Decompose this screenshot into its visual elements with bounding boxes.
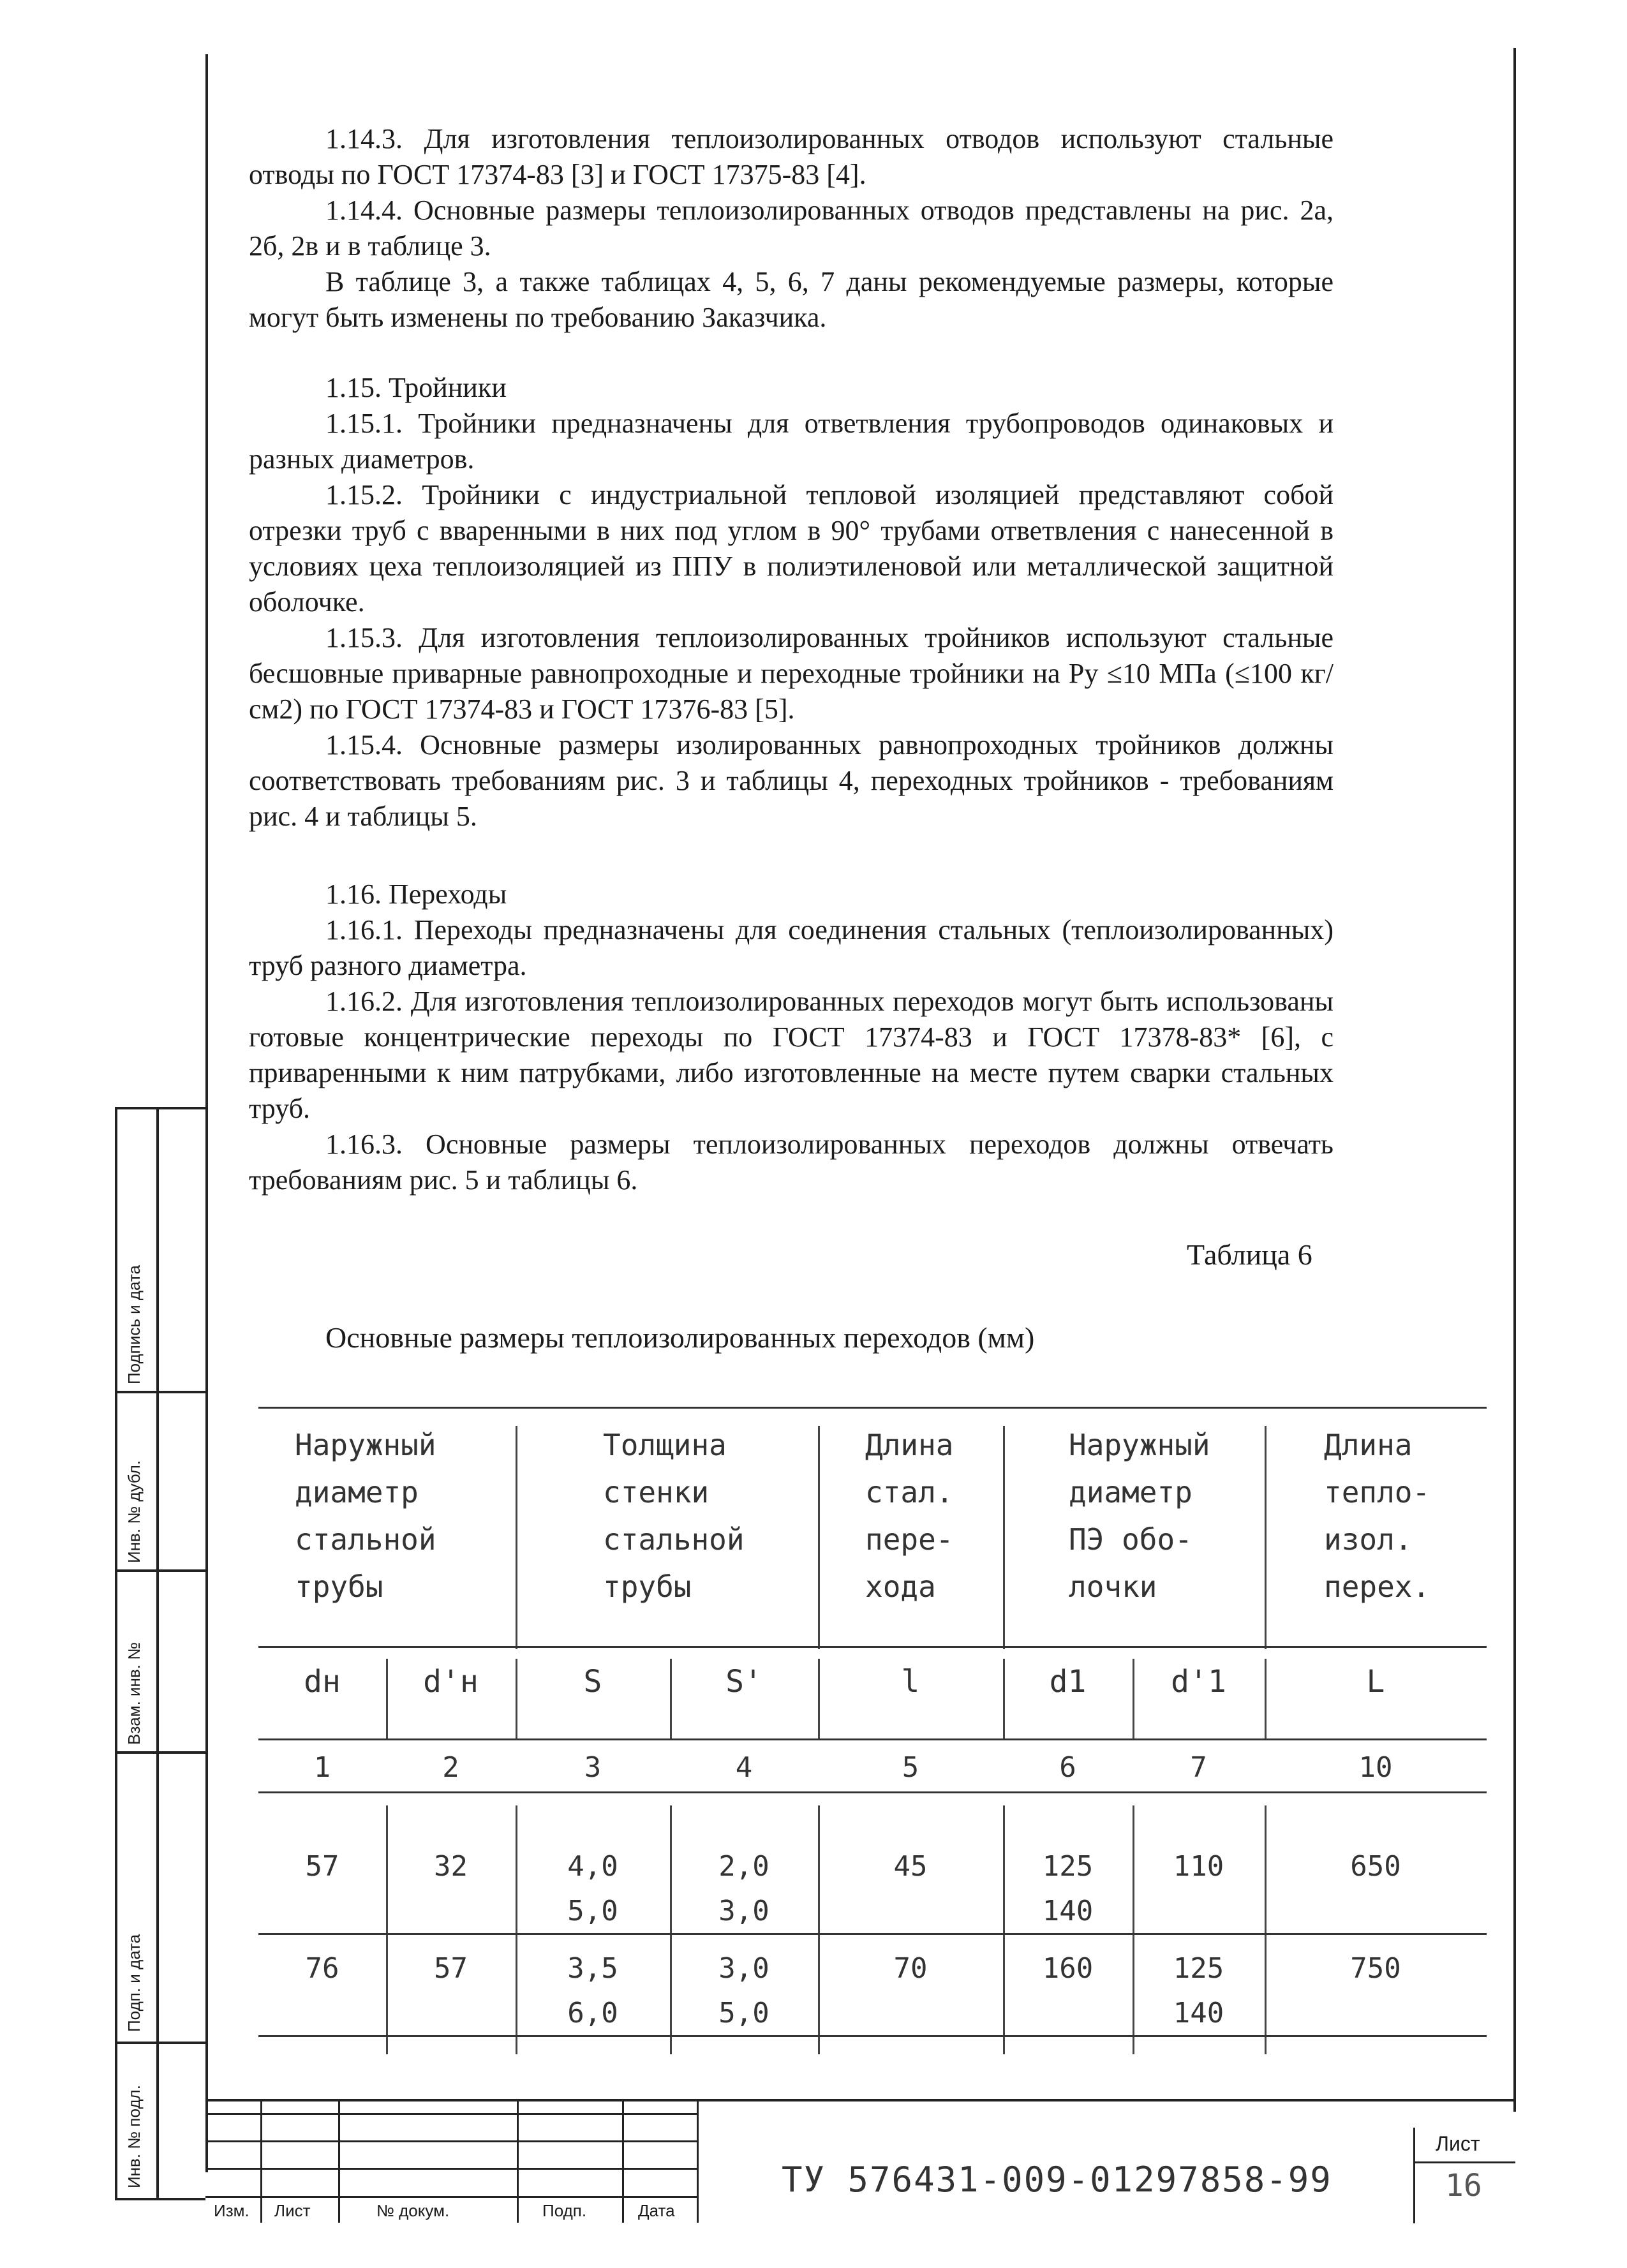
paragraph-1-16-3: 1.16.3. Основные размеры теплоизолированных переходов должны отвечать требованиям рис. 5 и таблицы 6. [249,1129,1334,1196]
paragraph-1-15-1: 1.15.1. Тройники предназначены для ответвления трубопроводов одинаковых и разных диаметров. [249,408,1334,475]
column-divider [1265,1805,1267,2054]
frame-right-line [1513,48,1516,2112]
paragraph-table-note: В таблице 3, а также таблицах 4, 5, 6, 7 даны рекомендуемые размеры, которые могут быть изменены по требованию Заказчика. [249,266,1334,333]
column-number: 3 [584,1751,602,1784]
cell-dn-prime: 32 [434,1850,468,1883]
cell-L: 650 [1350,1850,1401,1883]
stamp-label: Инв. № подл. [124,2085,144,2188]
table-title: Основные размеры теплоизолированных переходов (мм) [325,1321,1035,1354]
stamp-line [115,2042,205,2044]
column-divider [386,1805,388,2054]
stamp-line [115,1751,205,1754]
sheet-number: 16 [1445,2168,1482,2204]
sheet-box-border [1413,2161,1515,2163]
section-heading-1-16: 1.16. Переходы [325,878,507,910]
caption-signature: Подп. [542,2201,587,2220]
column-number-rule [258,1791,1487,1793]
stamp-label: Взам. инв. № [124,1642,144,1745]
header-wall-thickness: Толщина стенки стальной трубы [603,1428,745,1604]
stamp-line [115,1569,205,1572]
table-label: Таблица 6 [1187,1238,1312,1271]
cell-d1-prime: 110 [1173,1850,1224,1883]
caption-document-number: № докум. [376,2201,450,2220]
caption-date: Дата [638,2201,675,2220]
stamp-line [115,1107,117,2198]
column-divider [1265,1426,1267,1649]
title-block-divider [622,2101,624,2223]
cell-dn-prime: 57 [434,1952,468,1985]
cell-s-prime: 2,0 [718,1850,769,1883]
stamp-line [115,2198,205,2200]
cell-d1: 160 [1042,1952,1094,1985]
symbol-L: L [1366,1664,1385,1700]
stamp-line [115,1107,205,1109]
header-steel-length: Длина стал. пере- хода [865,1428,954,1604]
column-number: 7 [1190,1751,1207,1784]
header-rule [258,1646,1487,1648]
row-rule [258,2035,1487,2037]
stamp-label: Инв. № дубл. [124,1460,144,1563]
cell-s: 3,5 [567,1952,618,1985]
cell-s-alt: 5,0 [567,1895,618,1927]
column-number: 2 [442,1751,459,1784]
caption-change: Изм. [214,2201,249,2220]
cell-s-prime-alt: 3,0 [718,1895,769,1927]
cell-s: 4,0 [567,1850,618,1883]
stamp-line [156,1107,159,2198]
table-top-rule [258,1407,1487,1409]
column-divider [516,1426,517,1649]
column-number: 10 [1358,1751,1393,1784]
header-outer-diameter: Наружный диаметр стальной трубы [295,1428,436,1604]
column-divider [1003,1805,1005,2054]
column-divider [1003,1426,1005,1649]
stamp-line [115,1391,205,1393]
cell-s-prime-alt: 5,0 [718,1997,769,2029]
cell-l: 70 [893,1952,928,1985]
symbol-d1: d1 [1049,1664,1087,1700]
cell-dn: 57 [305,1850,339,1883]
frame-left-line [205,54,208,2172]
symbol-s: S [583,1664,602,1700]
row-rule [258,1933,1487,1935]
column-divider [818,1426,820,1649]
column-number: 1 [313,1751,331,1784]
header-insulated-length: Длина тепло- изол. перех. [1324,1428,1430,1604]
paragraph-1-15-2: 1.15.2. Тройники с индустриальной тепловой изоляцией представляют собой отрезки труб с вваренными в них под углом в 90° трубами ответвления с нанесенной в условиях цеха теплоизоляцией из ППУ в полиэтиленовой или металлической защитной оболочке. [249,479,1334,618]
symbol-d1-prime: d'1 [1171,1664,1226,1700]
document-code: ТУ 576431-009-01297858-99 [782,2160,1332,2200]
cell-d1-prime: 125 [1173,1952,1224,1985]
paragraph-1-15-4: 1.15.4. Основные размеры изолированных равнопроходных тройников должны соответствовать требованиям рис. 3 и таблицы 4, переходных тройников - требованиям рис. 4 и таблицы 5. [249,729,1334,832]
title-block-divider [260,2101,262,2223]
caption-sheet: Лист [274,2201,311,2220]
section-heading-1-15: 1.15. Тройники [325,372,507,403]
cell-s-prime: 3,0 [718,1952,769,1985]
frame-bottom-line [205,2099,1516,2101]
sheet-label: Лист [1436,2132,1480,2155]
column-divider [818,1805,820,2054]
cell-dn: 76 [305,1952,339,1985]
title-block-divider [517,2101,519,2223]
cell-d1-alt: 140 [1042,1895,1094,1927]
stamp-label: Подпись и дата [124,1264,144,1384]
symbol-rule [258,1738,1487,1740]
paragraph-1-14-4: 1.14.4. Основные размеры теплоизолированных отводов представлены на рис. 2а, 2б, 2в и в таблице 3. [249,195,1334,262]
title-block-divider [338,2101,340,2223]
paragraph-1-15-3: 1.15.3. Для изготовления теплоизолированных тройников используют стальные бесшовные приварные равнопроходные и переходные тройники на Ру ≤10 МПа (≤100 кг/см2) по ГОСТ 17374-83 и ГОСТ 17376-83 [5]. [249,622,1334,725]
sheet-box-border [1413,2128,1415,2223]
cell-l: 45 [893,1850,928,1883]
paragraph-1-16-2: 1.16.2. Для изготовления теплоизолированных переходов могут быть использованы готовые концентрические переходы по ГОСТ 17374-83 и ГОСТ 17378-83* [6], с приваренными к ним патрубками, либо изготовленные на месте путем сварки стальных труб. [249,986,1334,1124]
cell-L: 750 [1350,1952,1401,1985]
header-pe-diameter: Наружный диаметр ПЭ обо- лочки [1069,1428,1210,1604]
cell-d1-prime-alt: 140 [1173,1997,1224,2029]
symbol-l: l [901,1664,920,1700]
column-number: 4 [735,1751,753,1784]
paragraph-1-16-1: 1.16.1. Переходы предназначены для соединения стальных (теплоизолированных) труб разного диаметра. [249,914,1334,981]
symbol-s-prime: S' [725,1664,762,1700]
paragraph-1-14-3: 1.14.3. Для изготовления теплоизолированных отводов используют стальные отводы по ГОСТ 17374-83 [3] и ГОСТ 17375-83 [4]. [249,123,1334,190]
stamp-label: Подп. и дата [124,1934,144,2032]
column-number: 5 [902,1751,919,1784]
symbol-dn: dн [304,1664,341,1700]
column-number: 6 [1059,1751,1076,1784]
title-block-divider [697,2101,699,2223]
cell-d1: 125 [1042,1850,1094,1883]
cell-s-alt: 6,0 [567,1997,618,2029]
symbol-dn-prime: d'н [423,1664,479,1700]
